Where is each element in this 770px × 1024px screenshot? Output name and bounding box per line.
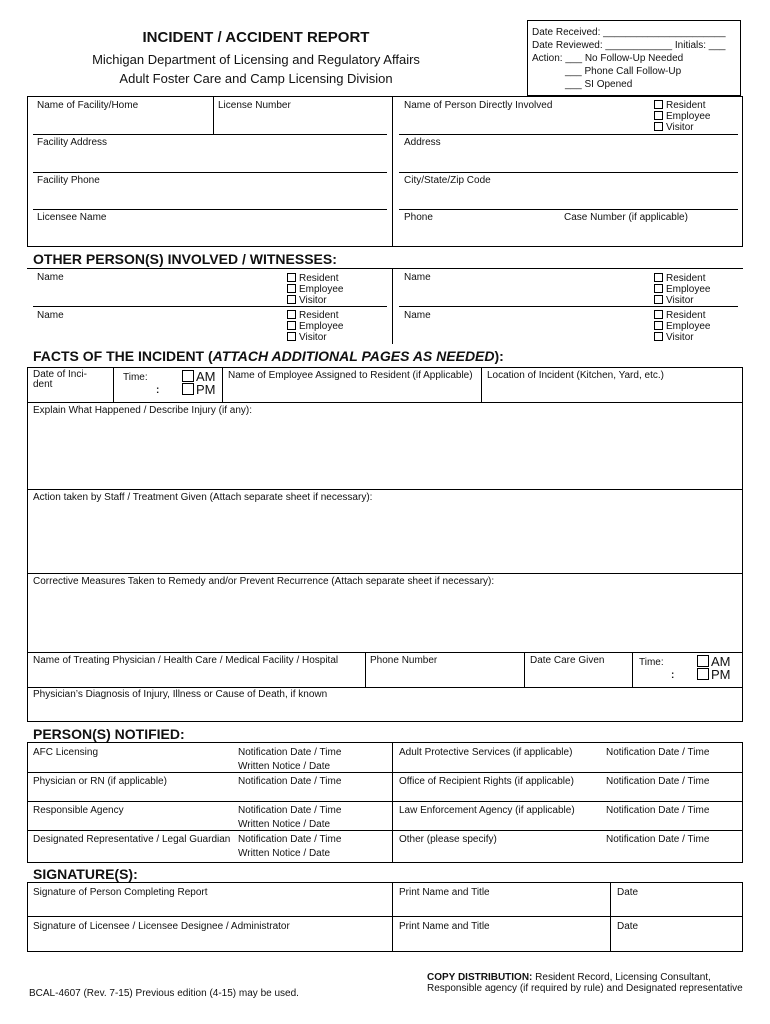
incident-date-label-line: Date of Inci- xyxy=(33,369,87,380)
role-employee[interactable] xyxy=(654,321,710,332)
role-resident[interactable] xyxy=(287,310,343,321)
date-care-given-label: Date Care Given xyxy=(530,655,605,666)
line xyxy=(392,268,393,344)
city-state-zip-label: City/State/Zip Code xyxy=(404,175,491,186)
facility-address-label: Facility Address xyxy=(37,137,108,148)
incident-date-label-line: dent xyxy=(33,379,53,390)
line xyxy=(392,882,393,952)
line xyxy=(27,772,743,773)
date-received: Date Received: ______________________ xyxy=(532,27,726,38)
other-specify: Other (please specify) xyxy=(399,834,497,845)
person-phone-label: Phone xyxy=(404,212,433,223)
checkbox-icon[interactable] xyxy=(287,321,296,330)
line xyxy=(27,687,743,688)
facility-divider xyxy=(392,96,393,247)
role-visitor[interactable] xyxy=(654,332,710,343)
legal-guardian: Designated Representative / Legal Guardian xyxy=(33,834,231,845)
checkbox-icon[interactable] xyxy=(654,100,663,109)
facts-heading xyxy=(33,348,504,364)
line xyxy=(365,652,366,687)
signature-date: Date xyxy=(617,921,639,932)
role-label: Resident xyxy=(666,100,706,111)
signatures-heading: SIGNATURE(S): xyxy=(33,866,138,882)
line xyxy=(33,209,387,210)
checkbox-icon[interactable] xyxy=(654,284,663,293)
time-colon: : xyxy=(671,670,675,681)
care-time-label: Time: xyxy=(639,657,664,668)
role-label: Visitor xyxy=(666,332,694,343)
line xyxy=(113,367,114,402)
role-label: Employee xyxy=(666,284,711,295)
checkbox-icon[interactable] xyxy=(287,295,296,304)
witness-1-roles xyxy=(287,273,343,306)
role-resident[interactable] xyxy=(654,310,710,321)
person-address-label: Address xyxy=(404,137,441,148)
adult-protective-services: Adult Protective Services (if applicable) xyxy=(399,747,573,758)
role-resident[interactable] xyxy=(654,100,710,111)
copy-distribution-heading: COPY DISTRIBUTION: xyxy=(427,972,533,983)
line xyxy=(399,209,738,210)
license-divider xyxy=(213,96,214,134)
signature-date: Date xyxy=(617,887,639,898)
role-resident[interactable] xyxy=(654,273,710,284)
person-involved-label: Name of Person Directly Involved xyxy=(404,100,553,111)
checkbox-icon[interactable] xyxy=(287,273,296,282)
written-notice: Written Notice / Date xyxy=(238,819,331,830)
notified-heading: PERSON(S) NOTIFIED: xyxy=(33,726,185,742)
time-colon: : xyxy=(156,385,160,396)
witness-name-label: Name xyxy=(37,272,64,283)
role-label: Employee xyxy=(666,111,711,122)
signature-completing: Signature of Person Completing Report xyxy=(33,887,208,898)
role-employee[interactable] xyxy=(654,284,710,295)
role-employee[interactable] xyxy=(654,111,710,122)
checkbox-icon[interactable] xyxy=(182,370,194,382)
facts-heading-emphasis: ATTACH ADDITIONAL PAGES AS NEEDED xyxy=(212,348,495,364)
written-notice: Written Notice / Date xyxy=(238,761,331,772)
print-name-title: Print Name and Title xyxy=(399,887,490,898)
role-label: Resident xyxy=(666,273,706,284)
line xyxy=(399,306,738,307)
line xyxy=(632,652,633,687)
witness-name-label: Name xyxy=(37,310,64,321)
corrective-measures-label: Corrective Measures Taken to Remedy and/or Prevent Recurrence (Attach separate sheet if necessary): xyxy=(33,576,495,587)
notification-date: Notification Date / Time xyxy=(606,834,710,845)
checkbox-icon[interactable] xyxy=(287,284,296,293)
line xyxy=(392,742,393,863)
form-id: BCAL-4607 (Rev. 7-15) Previous edition (4-15) may be used. xyxy=(29,988,299,999)
checkbox-icon[interactable] xyxy=(654,321,663,330)
line xyxy=(27,402,743,403)
action-si-opened: ___ SI Opened xyxy=(565,79,633,90)
checkbox-icon[interactable] xyxy=(654,111,663,120)
line xyxy=(524,652,525,687)
witness-2-roles xyxy=(654,273,710,306)
line xyxy=(27,830,743,831)
role-label: Visitor xyxy=(666,122,694,133)
witness-3-roles xyxy=(287,310,343,343)
line xyxy=(399,172,738,173)
action-no-follow-up: Action: ___ No Follow-Up Needed xyxy=(532,53,684,64)
incident-location-label: Location of Incident (Kitchen, Yard, etc.) xyxy=(487,370,664,381)
incident-date-label xyxy=(33,370,87,390)
role-visitor[interactable] xyxy=(654,295,710,306)
line xyxy=(399,134,738,135)
role-visitor[interactable] xyxy=(287,332,343,343)
pm-label: PM xyxy=(196,382,216,397)
checkbox-icon[interactable] xyxy=(654,295,663,304)
witness-4-roles xyxy=(654,310,710,343)
line xyxy=(27,801,743,802)
signature-licensee: Signature of Licensee / Licensee Designee / Administrator xyxy=(33,921,290,932)
line xyxy=(27,268,743,269)
checkbox-icon[interactable] xyxy=(654,273,663,282)
checkbox-icon[interactable] xyxy=(182,383,194,395)
role-visitor[interactable] xyxy=(287,295,343,306)
pm-label: PM xyxy=(711,667,731,682)
witnesses-heading: OTHER PERSON(S) INVOLVED / WITNESSES: xyxy=(33,251,337,267)
notification-date: Notification Date / Time xyxy=(238,805,342,816)
action-taken-label: Action taken by Staff / Treatment Given (Attach separate sheet if necessary): xyxy=(33,492,373,503)
employee-assigned-label: Name of Employee Assigned to Resident (if Applicable) xyxy=(228,370,473,381)
role-label: Employee xyxy=(299,321,344,332)
pm-option[interactable] xyxy=(697,668,731,681)
license-number-label: License Number xyxy=(218,100,291,111)
role-label: Resident xyxy=(666,310,706,321)
facts-section xyxy=(27,367,743,722)
line xyxy=(27,916,743,917)
form-title: INCIDENT / ACCIDENT REPORT xyxy=(142,29,370,46)
incident-time-label: Time: xyxy=(123,372,148,383)
role-label: Resident xyxy=(299,273,339,284)
law-enforcement: Law Enforcement Agency (if applicable) xyxy=(399,805,575,816)
office-use-box xyxy=(527,20,741,96)
role-visitor[interactable] xyxy=(654,122,710,133)
written-notice: Written Notice / Date xyxy=(238,848,331,859)
checkbox-icon[interactable] xyxy=(697,655,709,667)
checkbox-icon[interactable] xyxy=(654,332,663,341)
action-phone-follow-up: ___ Phone Call Follow-Up xyxy=(565,66,682,77)
line xyxy=(610,882,611,952)
licensee-name-label: Licensee Name xyxy=(37,212,107,223)
incident-ampm xyxy=(182,370,216,396)
person-role-checkboxes xyxy=(654,100,710,133)
line xyxy=(27,489,743,490)
physician-rn: Physician or RN (if applicable) xyxy=(33,776,167,787)
checkbox-icon[interactable] xyxy=(287,310,296,319)
pm-option[interactable] xyxy=(182,383,216,396)
department-name: Michigan Department of Licensing and Regulatory Affairs xyxy=(92,52,420,67)
role-label: Employee xyxy=(666,321,711,332)
checkbox-icon[interactable] xyxy=(654,122,663,131)
facts-heading-end: ): xyxy=(494,348,504,364)
copy-distribution-line2: Responsible agency (if required by rule) and Designated representative xyxy=(427,983,743,994)
line xyxy=(481,367,482,402)
line xyxy=(33,172,387,173)
notification-date: Notification Date / Time xyxy=(238,747,342,758)
line xyxy=(27,573,743,574)
recipient-rights: Office of Recipient Rights (if applicable) xyxy=(399,776,574,787)
copy-distribution-text: Resident Record, Licensing Consultant, xyxy=(532,972,711,983)
role-label: Visitor xyxy=(299,295,327,306)
role-employee[interactable] xyxy=(287,284,343,295)
afc-licensing: AFC Licensing xyxy=(33,747,99,758)
line xyxy=(222,367,223,402)
role-resident[interactable] xyxy=(287,273,343,284)
role-label: Employee xyxy=(299,284,344,295)
date-reviewed: Date Reviewed: ____________ Initials: ___ xyxy=(532,40,726,51)
role-employee[interactable] xyxy=(287,321,343,332)
physician-label: Name of Treating Physician / Health Care / Medical Facility / Hospital xyxy=(33,655,339,666)
notification-date: Notification Date / Time xyxy=(606,776,710,787)
facility-phone-label: Facility Phone xyxy=(37,175,100,186)
case-number-label: Case Number (if applicable) xyxy=(564,212,688,223)
facts-heading-text: FACTS OF THE INCIDENT ( xyxy=(33,348,213,364)
checkbox-icon[interactable] xyxy=(654,310,663,319)
am-label: AM xyxy=(711,654,731,669)
care-ampm xyxy=(697,655,731,681)
role-label: Visitor xyxy=(666,295,694,306)
am-label: AM xyxy=(196,369,216,384)
line xyxy=(27,652,743,653)
division-name: Adult Foster Care and Camp Licensing Division xyxy=(119,71,393,86)
notification-date: Notification Date / Time xyxy=(238,834,342,845)
notification-date: Notification Date / Time xyxy=(606,805,710,816)
line xyxy=(33,134,387,135)
notification-date: Notification Date / Time xyxy=(606,747,710,758)
explain-label: Explain What Happened / Describe Injury (if any): xyxy=(33,405,252,416)
notification-date: Notification Date / Time xyxy=(238,776,342,787)
line xyxy=(33,306,387,307)
witness-name-label: Name xyxy=(404,272,431,283)
physician-phone-label: Phone Number xyxy=(370,655,438,666)
diagnosis-label: Physician’s Diagnosis of Injury, Illness or Cause of Death, if known xyxy=(33,689,328,700)
role-label: Resident xyxy=(299,310,339,321)
checkbox-icon[interactable] xyxy=(697,668,709,680)
facility-name-label: Name of Facility/Home xyxy=(37,100,139,111)
witness-name-label: Name xyxy=(404,310,431,321)
role-label: Visitor xyxy=(299,332,327,343)
responsible-agency: Responsible Agency xyxy=(33,805,124,816)
checkbox-icon[interactable] xyxy=(287,332,296,341)
print-name-title: Print Name and Title xyxy=(399,921,490,932)
